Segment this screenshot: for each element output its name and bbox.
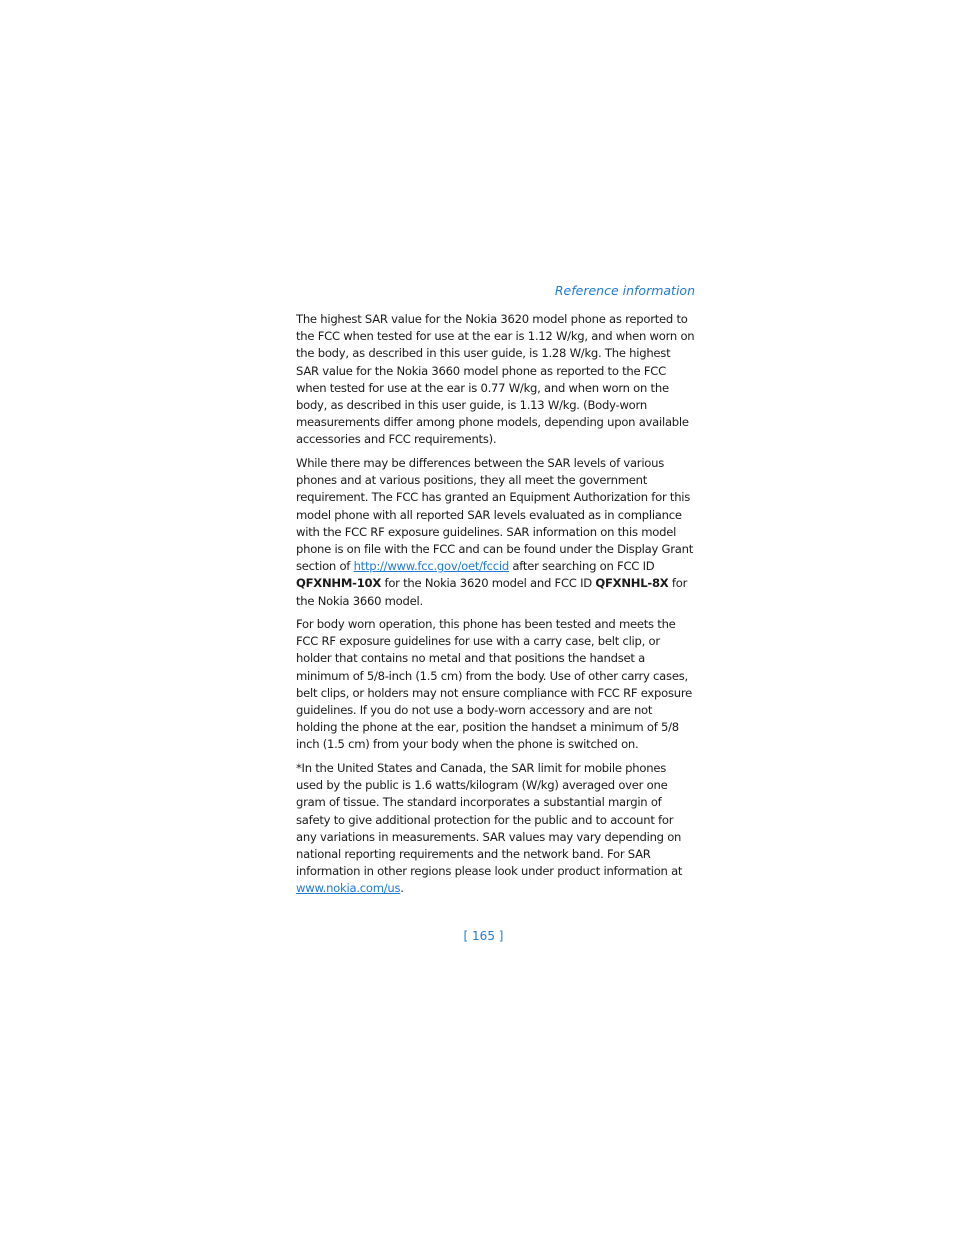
- fcc-link[interactable]: http://www.fcc.gov/oet/fccid: [353, 559, 509, 574]
- paragraph-fcc-authorization: [296, 455, 695, 610]
- paragraph-text: after searching on FCC ID: [508, 559, 655, 574]
- fcc-id-3620: QFXNHM-10X: [296, 576, 382, 591]
- paragraph-text: for the Nokia 3620 model and FCC ID: [381, 576, 596, 591]
- paragraph-sar-limit: [296, 760, 695, 898]
- section-header: Reference information: [554, 283, 695, 298]
- paragraph-sar-values: The highest SAR value for the Nokia 3620 model phone as reported to the FCC when tested for use at the ear is 1.12 W/kg, and when worn on the body, as described in this user guide, is 1.28 W/kg. The highest SAR value for the Nokia 3660 model phone as reported to the FCC when tested for use at the ear is 0.77 W/kg, and when worn on the body, as described in this user guide, is 1.13 W/kg. (Body-worn measurements differ among phone models, depending upon available accessories and FCC requirements).: [296, 312, 695, 447]
- paragraph-text: for the Nokia 3660 model.: [296, 576, 688, 608]
- paragraph-text: *In the United States and Canada, the SAR limit for mobile phones used by the public is 1.6 watts/kilogram (W/kg) averaged over one gram of tissue. The standard incorporates a substantial margin of safety to give additional protection for the public and to account for any variations in measurements. SAR values may vary depending on national reporting requirements and the network band. For SAR information in other regions please look under product information at: [296, 760, 683, 879]
- body-content: [296, 311, 695, 904]
- fcc-id-3660: QFXNHL-8X: [595, 576, 669, 591]
- page-number: [ 165 ]: [463, 929, 504, 943]
- paragraph-body-worn: For body worn operation, this phone has been tested and meets the FCC RF exposure guidelines for use with a carry case, belt clip, or holder that contains no metal and that positions the handset a minimum of 5/8-inch (1.5 cm) from the body. Use of other carry cases, belt clips, or holders may not ensure compliance with FCC RF exposure guidelines. If you do not use a body-worn accessory and are not holding the phone at the ear, position the handset a minimum of 5/8 inch (1.5 cm) from your body when the phone is switched on.: [296, 617, 693, 752]
- paragraph-text: While there may be differences between the SAR levels of various phones and at various positions, they all meet the government requirement. The FCC has granted an Equipment Authorization for this model phone with all reported SAR levels evaluated as in compliance with the FCC RF exposure guidelines. SAR information on this model phone is on file with the FCC and can be found under the Display Grant section of: [296, 455, 694, 574]
- paragraph-text: .: [400, 881, 404, 896]
- nokia-link[interactable]: www.nokia.com/us: [296, 881, 401, 896]
